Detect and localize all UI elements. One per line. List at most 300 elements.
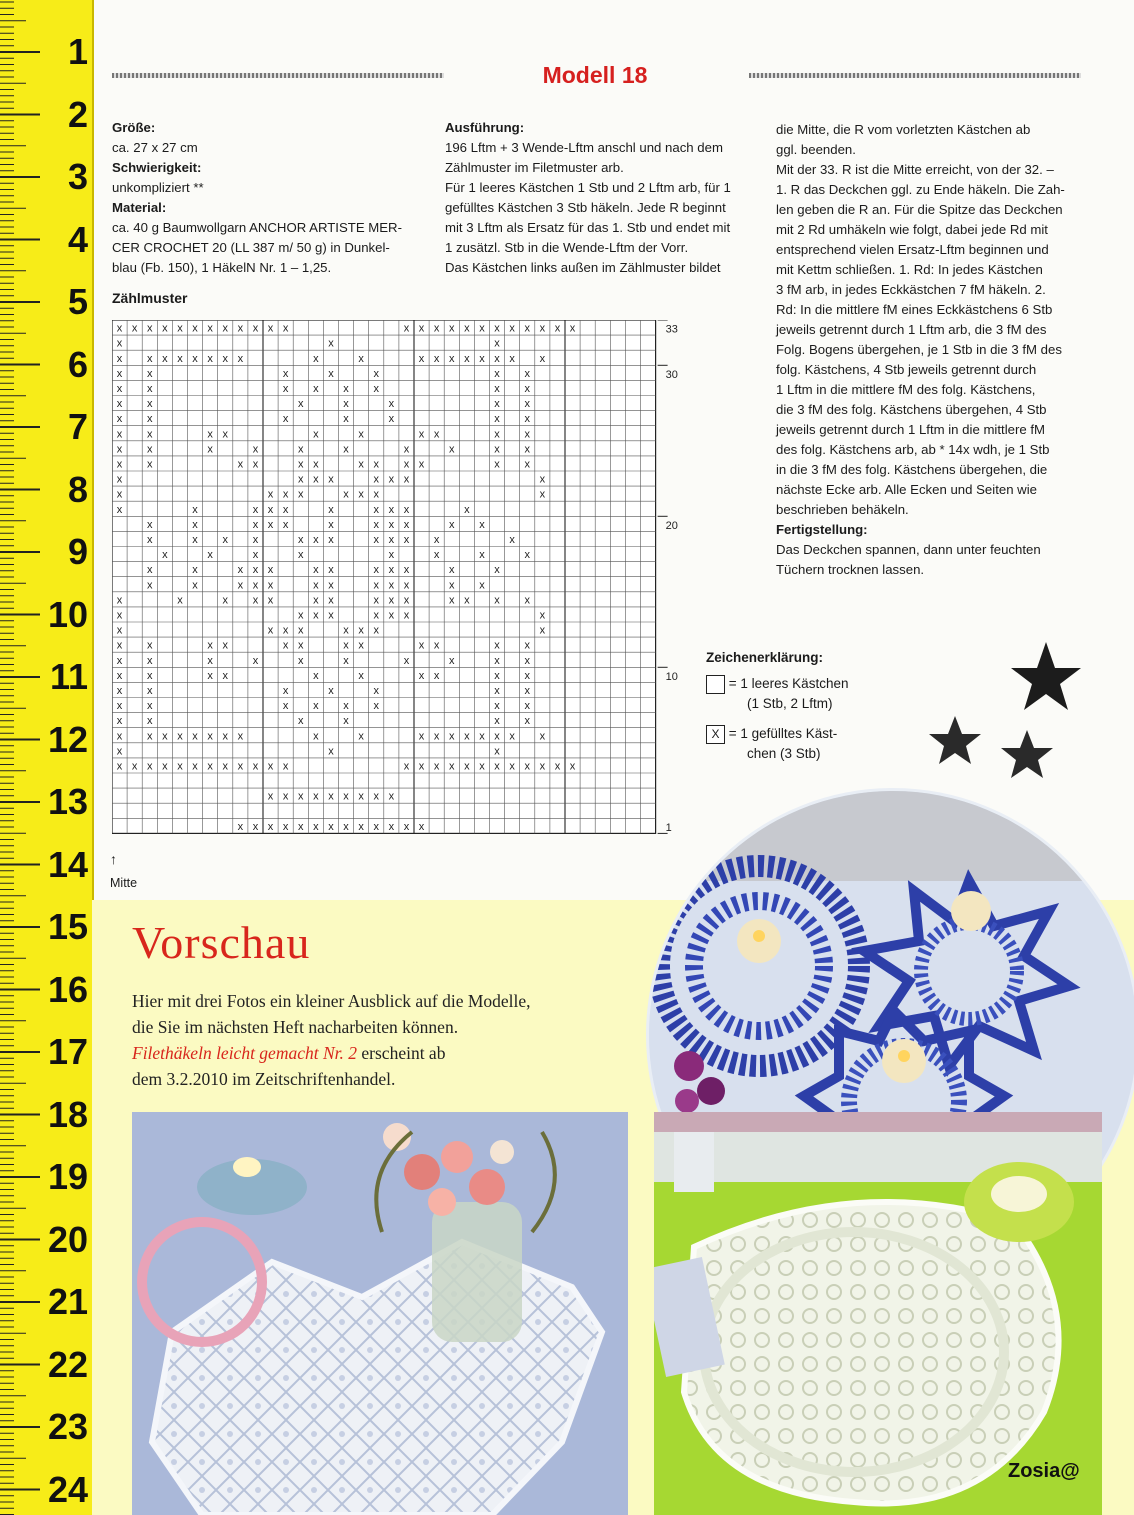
filled-cell: x [418, 730, 425, 743]
filled-cell: x [252, 322, 259, 335]
filled-cell: x [494, 367, 500, 380]
filled-cell: x [494, 382, 500, 395]
filled-cell: x [418, 352, 425, 365]
filled-cell: x [237, 352, 244, 365]
ruler-number: 8 [67, 468, 88, 510]
filled-cell: x [267, 594, 274, 607]
ruler-number: 1 [67, 31, 88, 72]
filled-cell: x [373, 488, 379, 501]
filled-cell: x [373, 820, 379, 833]
filled-cell: x [298, 443, 304, 456]
filled-cell: x [343, 382, 349, 395]
filled-cell: x [282, 624, 289, 637]
filled-cell: x [207, 352, 213, 365]
filled-cell: x [539, 473, 546, 486]
filled-cell: x [116, 745, 123, 758]
filled-cell: x [177, 760, 183, 773]
filled-cell: x [433, 669, 440, 682]
filled-cell: x [524, 684, 530, 697]
filled-cell: x [418, 458, 425, 471]
filled-cell: x [116, 760, 123, 773]
text-line: in die 3 fM des folg. Kästchens übergehen, die [776, 462, 1048, 477]
filled-cell: x [147, 654, 153, 667]
filled-cell: x [252, 443, 259, 456]
filled-cell: x [162, 322, 168, 335]
instructions-heading: Ausführung: [445, 120, 525, 135]
filled-cell: x [313, 669, 319, 682]
preview-line: erscheint ab [357, 1043, 446, 1063]
ruler-number: 14 [47, 843, 88, 885]
filled-cell: x [388, 594, 395, 607]
filled-cell: x [207, 322, 213, 335]
filled-cell: x [116, 594, 123, 607]
filled-cell: x [192, 579, 198, 592]
filled-cell: x [313, 382, 319, 395]
material-line: blau (Fb. 150), 1 HäkelN Nr. 1 – 1,25. [112, 260, 332, 275]
text-line: die Mitte, die R vom vorletzten Kästchen ab [776, 122, 1031, 137]
filled-cell: x [313, 700, 319, 713]
material-line: CER CROCHET 20 (LL 387 m/ 50 g) in Dunkel- [112, 240, 390, 255]
filled-cell: x [479, 760, 485, 773]
filled-cell: x [358, 669, 364, 682]
filled-cell: x [328, 518, 334, 531]
photo-green-table-doily [654, 1112, 1102, 1515]
filled-cell: x [116, 458, 123, 471]
watermark-signature: Zosia@ [1008, 1460, 1080, 1482]
filled-cell: x [282, 367, 289, 380]
filled-cell: x [358, 639, 364, 652]
instructions-line: Für 1 leeres Kästchen 1 Stb und 2 Lftm arb, für 1 [445, 180, 731, 195]
filled-cell: x [116, 443, 123, 456]
filled-cell: x [358, 458, 364, 471]
filled-cell: x [298, 473, 304, 486]
ruler-number: 23 [47, 1406, 88, 1447]
filled-cell: x [131, 760, 138, 773]
filled-cell: x [147, 413, 153, 426]
ruler-number: 9 [67, 531, 88, 572]
filled-cell: x [373, 503, 379, 516]
filled-cell: x [116, 488, 123, 501]
size-label: Größe: [112, 120, 156, 135]
ruler-number: 17 [47, 1031, 88, 1072]
filled-cell: x [207, 549, 213, 562]
filled-cell: x [192, 322, 198, 335]
filled-cell: x [373, 533, 379, 546]
filled-cell: x [147, 398, 153, 411]
filled-cell: x [116, 503, 123, 516]
filled-cell: x [343, 654, 349, 667]
filled-cell: x [388, 398, 395, 411]
measuring-ruler [0, 0, 94, 1515]
empty-box-icon [706, 675, 725, 694]
filled-cell: x [373, 624, 379, 637]
filled-cell: x [147, 428, 153, 441]
filled-cell: x [207, 669, 213, 682]
legend-filled-detail: chen (3 Stb) [747, 745, 821, 761]
ruler-number: 12 [47, 718, 88, 760]
filled-cell: x [569, 322, 576, 335]
filled-cell: x [373, 367, 379, 380]
specs-column [112, 118, 432, 278]
filled-cell: x [539, 488, 546, 501]
filled-cell: x [449, 322, 455, 335]
filled-cell: x [388, 564, 395, 577]
filled-cell: x [509, 352, 515, 365]
filled-cell: x [403, 443, 410, 456]
filled-cell: x [298, 488, 304, 501]
instructions-continued-column [776, 120, 1088, 580]
filled-cell: x [147, 322, 153, 335]
filled-cell: x [313, 730, 319, 743]
filled-cell: x [524, 458, 530, 471]
filled-cell: x [313, 533, 319, 546]
filled-cell: x [207, 428, 213, 441]
filled-cell: x [388, 518, 395, 531]
filled-cell: x [147, 639, 153, 652]
filled-cell: x [282, 382, 289, 395]
filled-cell: x [524, 367, 530, 380]
filled-cell: x [403, 579, 410, 592]
filled-cell: x [282, 503, 289, 516]
filled-cell: x [328, 533, 334, 546]
filled-cell: x [116, 398, 123, 411]
filled-cell: x [162, 549, 168, 562]
filled-cell: x [479, 352, 485, 365]
filled-cell: x [116, 700, 123, 713]
filled-cell: x [449, 352, 455, 365]
filled-cell: x [207, 654, 213, 667]
filled-cell: x [313, 352, 319, 365]
filled-cell: x [464, 322, 470, 335]
filled-cell: x [116, 609, 123, 622]
filled-cell: x [298, 549, 304, 562]
filled-cell: x [328, 609, 334, 622]
filled-cell: x [494, 760, 500, 773]
filled-cell: x [313, 820, 319, 833]
preview-line: dem 3.2.2010 im Zeitschriftenhandel. [132, 1069, 396, 1089]
filled-cell: x [494, 428, 500, 441]
filled-cell: x [267, 579, 274, 592]
text-line: Rd: In die mittlere fM eines Eckkästchens 6 Stb [776, 302, 1053, 317]
filled-cell: x [177, 594, 183, 607]
filled-cell: x [222, 760, 228, 773]
filled-cell: x [328, 684, 334, 697]
page-title: Modell 18 [542, 62, 648, 88]
filled-cell: x [373, 564, 379, 577]
row-label: 20 [665, 519, 678, 532]
filled-cell: x [479, 730, 485, 743]
size-value: ca. 27 x 27 cm [112, 140, 198, 155]
filled-cell: x [252, 533, 259, 546]
filled-cell: x [494, 654, 500, 667]
filled-cell: x [282, 684, 289, 697]
filled-cell: x [116, 473, 123, 486]
filled-cell: x [373, 382, 379, 395]
filled-cell: x [267, 790, 274, 803]
finish-line: Das Deckchen spannen, dann unter feuchten [776, 542, 1041, 557]
filled-cell: x [524, 549, 530, 562]
filled-cell: x [116, 367, 123, 380]
filled-cell: x [147, 352, 153, 365]
filled-cell: x [403, 458, 410, 471]
filled-cell: x [147, 367, 153, 380]
filled-cell: x [328, 473, 334, 486]
filled-cell: x [494, 322, 500, 335]
filled-cell: x [267, 624, 274, 637]
filled-cell: x [433, 322, 440, 335]
filled-cell: x [298, 609, 304, 622]
filled-cell: x [433, 352, 440, 365]
filled-cell: x [539, 352, 546, 365]
filled-cell: x [192, 730, 198, 743]
ruler-number: 2 [67, 93, 88, 135]
filled-cell: x [494, 413, 500, 426]
preview-line: Hier mit drei Fotos ein kleiner Ausblick auf die Modelle, [132, 991, 531, 1011]
filled-cell: x [464, 503, 470, 516]
filled-cell: x [464, 730, 470, 743]
filled-cell: x [298, 398, 304, 411]
filled-cell: x [358, 352, 364, 365]
filled-cell: x [222, 669, 228, 682]
instructions-column [445, 118, 765, 278]
filled-cell: x [131, 322, 138, 335]
filled-cell: x [147, 458, 153, 471]
filled-cell: x [222, 428, 228, 441]
filled-cell: x [373, 594, 379, 607]
instructions-line: 196 Lftm + 3 Wende-Lftm anschl und nach dem [445, 140, 723, 155]
filled-cell: x [116, 684, 123, 697]
filled-cell: x [569, 760, 576, 773]
next-issue-title: Filethäkeln leicht gemacht Nr. 2 [132, 1043, 358, 1063]
filled-cell: x [147, 715, 153, 728]
filled-cell: x [388, 579, 395, 592]
filled-cell: x [358, 820, 364, 833]
text-line: Mit der 33. R ist die Mitte erreicht, von der 32. – [776, 162, 1054, 177]
ruler-number: 11 [49, 656, 88, 697]
filled-cell: x [222, 594, 228, 607]
filled-cell: x [282, 760, 289, 773]
text-line: die 3 fM des folg. Kästchens übergehen, 4 Stb [776, 402, 1047, 417]
filled-cell: x [237, 730, 244, 743]
filled-cell: x [313, 579, 319, 592]
filled-cell: x [313, 594, 319, 607]
filled-cell: x [267, 820, 274, 833]
filled-cell: x [192, 564, 198, 577]
legend-filled-row [706, 724, 837, 763]
filled-cell: x [464, 594, 470, 607]
filled-cell: x [433, 533, 440, 546]
filled-cell: x [433, 549, 440, 562]
filled-cell: x [403, 654, 410, 667]
text-line: ggl. beenden. [776, 142, 856, 157]
filled-cell: x [282, 413, 289, 426]
filled-cell: x [267, 488, 274, 501]
legend-filled-text: = 1 gefülltes Käst- [728, 726, 838, 741]
filled-cell: x [373, 518, 379, 531]
row-label: 33 [665, 323, 678, 336]
filled-cell: x [116, 624, 123, 637]
text-line: jeweils getrennt durch 1 Lftm arb, die 3 fM des [776, 322, 1047, 337]
filled-cell: x [282, 820, 289, 833]
filled-cell: x [418, 639, 425, 652]
filled-cell: x [207, 443, 213, 456]
filled-cell: x [388, 473, 395, 486]
filled-cell: x [403, 609, 410, 622]
filled-cell: x [358, 428, 364, 441]
filled-cell: x [449, 518, 455, 531]
filled-cell: x [403, 760, 410, 773]
filled-cell: x [358, 624, 364, 637]
filled-cell: x [343, 413, 349, 426]
counting-pattern-chart [112, 320, 692, 885]
filled-cell: x [328, 594, 334, 607]
filled-cell: x [343, 488, 349, 501]
filled-cell: x [192, 760, 198, 773]
filled-cell: x [509, 533, 515, 546]
filled-cell: x [343, 790, 349, 803]
text-line: mit Kettm schließen. 1. Rd: In jedes Kästchen [776, 262, 1043, 277]
filled-cell: x [252, 820, 259, 833]
filled-cell: x [494, 669, 500, 682]
filled-cell: x [358, 488, 364, 501]
filled-cell: x [328, 820, 334, 833]
text-line: len geben die R an. Für die Spitze das Deckchen [776, 202, 1063, 217]
filled-cell: x [433, 730, 440, 743]
filled-cell: x [539, 624, 546, 637]
filled-cell: x [222, 533, 228, 546]
filled-cell: x [237, 564, 244, 577]
ruler-number: 16 [47, 968, 88, 1010]
filled-cell: x [298, 654, 304, 667]
ruler-number: 5 [67, 281, 88, 322]
ruler-number: 3 [67, 156, 88, 197]
filled-cell: x [207, 730, 213, 743]
filled-cell: x [449, 760, 455, 773]
filled-cell: x [373, 458, 379, 471]
filled-cell: x [116, 337, 123, 350]
instructions-line: gefülltes Kästchen 3 Stb häkeln. Jede R beginnt [445, 200, 726, 215]
filled-cell: x [524, 639, 530, 652]
filled-cell: x [282, 488, 289, 501]
filled-cell: x [373, 473, 379, 486]
instructions-line: Das Kästchen links außen im Zählmuster bildet [445, 260, 721, 275]
ruler-number: 10 [47, 593, 88, 635]
filled-cell: x [403, 518, 410, 531]
filled-cell: x [524, 654, 530, 667]
preview-text [132, 988, 652, 1092]
filled-cell: x [479, 549, 485, 562]
filled-cell: x [524, 398, 530, 411]
filled-box-icon: X [706, 725, 725, 744]
star-icon [1011, 642, 1081, 710]
filled-cell: x [147, 518, 153, 531]
filled-cell: x [433, 760, 440, 773]
ruler-number: 6 [67, 343, 88, 385]
filled-cell: x [479, 579, 485, 592]
filled-cell: x [494, 564, 500, 577]
instructions-line: mit 3 Lftm als Ersatz für das 1. Stb und endet mit [445, 220, 731, 235]
filled-cell: x [237, 322, 244, 335]
filled-cell: x [373, 609, 379, 622]
filled-cell: x [539, 760, 546, 773]
filled-cell: x [509, 760, 515, 773]
filled-cell: x [252, 503, 259, 516]
row-label: 30 [665, 368, 678, 381]
ruler-number: 7 [67, 406, 88, 447]
difficulty-value: unkompliziert ** [112, 180, 204, 195]
filled-cell: x [464, 760, 470, 773]
filled-cell: x [449, 579, 455, 592]
filled-cell: x [509, 730, 515, 743]
filled-cell: x [449, 564, 455, 577]
filled-cell: x [162, 352, 168, 365]
text-line: Folg. Bogens übergehen, je 1 Stb in die 3 fM des [776, 342, 1062, 357]
filled-cell: x [162, 730, 168, 743]
filled-cell: x [298, 624, 304, 637]
filled-cell: x [147, 700, 153, 713]
filled-cell: x [282, 639, 289, 652]
filled-cell: x [116, 669, 123, 682]
filled-cell: x [343, 624, 349, 637]
filled-cell: x [494, 398, 500, 411]
filled-cell: x [358, 790, 364, 803]
filled-cell: x [162, 760, 168, 773]
filled-cell: x [494, 730, 500, 743]
filled-cell: x [252, 518, 259, 531]
filled-cell: x [116, 413, 123, 426]
filled-cell: x [524, 322, 530, 335]
filled-cell: x [328, 564, 334, 577]
filled-cell: x [494, 337, 500, 350]
filled-cell: x [237, 458, 244, 471]
instructions-line: 1 zusätzl. Stb in die Wende-Lftm der Vorr. [445, 240, 689, 255]
filled-cell: x [524, 700, 530, 713]
filled-cell: x [192, 352, 198, 365]
ruler-number: 13 [47, 781, 88, 822]
filled-cell: x [449, 594, 455, 607]
filled-cell: x [418, 669, 425, 682]
legend-empty-row [706, 674, 848, 713]
header-stripe-left [112, 73, 444, 78]
filled-cell: x [313, 473, 319, 486]
filled-cell: x [252, 579, 259, 592]
filled-cell: x [313, 428, 319, 441]
text-line: mit 2 Rd umhäkeln wie folgt, dabei jede Rd mit [776, 222, 1048, 237]
row-label: 10 [665, 670, 678, 683]
filled-cell: x [539, 609, 546, 622]
filled-cell: x [494, 594, 500, 607]
filled-cell: x [494, 700, 500, 713]
filled-cell: x [524, 382, 530, 395]
filled-cell: x [147, 533, 153, 546]
ruler-number: 4 [67, 218, 88, 260]
filled-cell: x [418, 820, 425, 833]
filled-cell: x [418, 760, 425, 773]
star-decorations [925, 630, 1085, 790]
filled-cell: x [147, 684, 153, 697]
filled-cell: x [524, 413, 530, 426]
filled-cell: x [388, 503, 395, 516]
filled-cell: x [509, 322, 515, 335]
difficulty-label: Schwierigkeit: [112, 160, 202, 175]
filled-cell: x [147, 564, 153, 577]
filled-cell: x [222, 639, 228, 652]
filled-cell: x [449, 730, 455, 743]
filled-cell: x [282, 322, 289, 335]
filled-cell: x [524, 715, 530, 728]
filled-cell: x [494, 443, 500, 456]
finish-line: Tüchern trocknen lassen. [776, 562, 925, 577]
